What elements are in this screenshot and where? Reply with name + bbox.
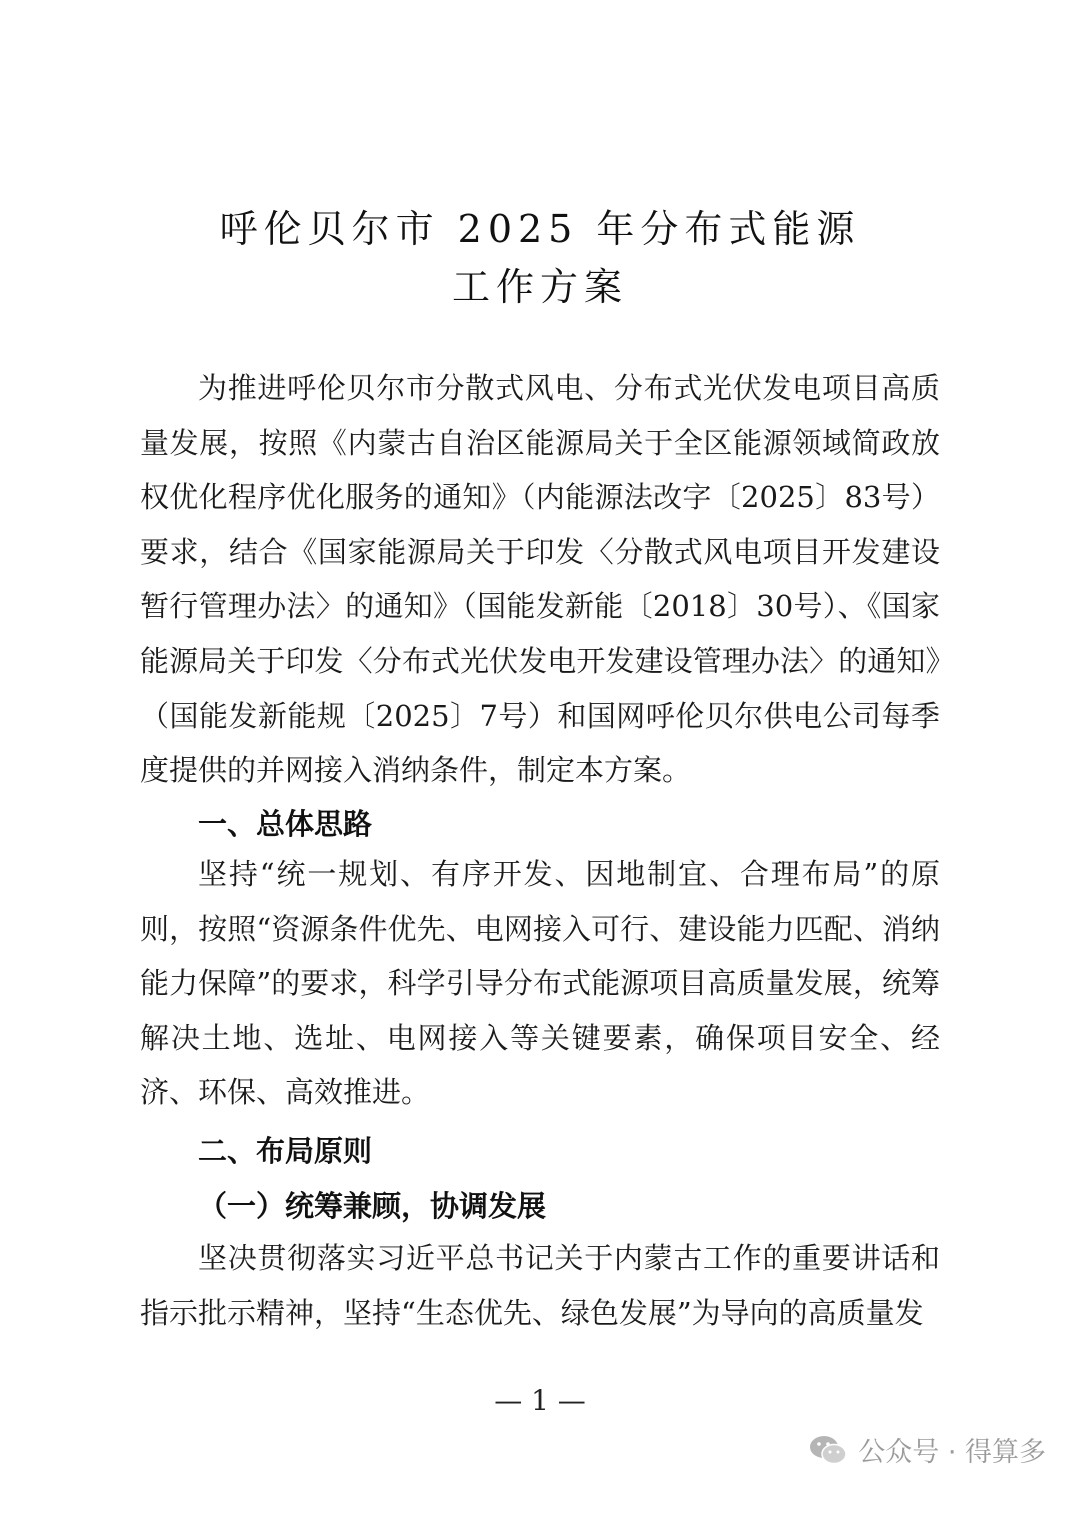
page-number: — 1 — bbox=[494, 1384, 586, 1417]
section-heading-layout-principles: 二、布局原则 bbox=[198, 1134, 373, 1168]
watermark bbox=[808, 1430, 1046, 1469]
document-title-line-1: 呼伦贝尔市 2025 年分布式能源 bbox=[219, 207, 861, 251]
section-heading-overall-approach: 一、总体思路 bbox=[198, 807, 373, 841]
document-title-line-2: 工作方案 bbox=[451, 265, 628, 309]
wechat-official-account-icon bbox=[808, 1433, 848, 1467]
intro-paragraph: 为推进呼伦贝尔市分散式风电、分布式光伏发电项目高质量发展，按照《内蒙古自治区能源局关于全区能源领域简政放权优化程序优化服务的通知》（内能源法改字〔2025〕83号）要求，结合《国家能源局关于印发〈分散式风电项目开发建设暂行管理办法〉的通知》（国能发新能〔2018〕30号）、《国家能源局关于印发〈分布式光伏发电开发建设管理办法〉的通知》（国能发新能规〔2025〕7号）和国网呼伦贝尔供电公司每季度提供的并网接入消纳条件，制定本方案。 bbox=[140, 371, 940, 788]
section-body-overall-approach: 坚持“统一规划、有序开发、因地制宜、合理布局”的原则，按照“资源条件优先、电网接入可行、建设能力匹配、消纳能力保障”的要求，科学引导分布式能源项目高质量发展，统筹解决土地、选址、电网接入等关键要素，确保项目安全、经济、环保、高效推进。 bbox=[140, 857, 940, 1110]
subsection-body-coordination: 坚决贯彻落实习近平总书记关于内蒙古工作的重要讲话和指示批示精神，坚持“生态优先、绿色发展”为导向的高质量发 bbox=[140, 1241, 940, 1330]
watermark-text: 公众号 · 得算多 bbox=[858, 1437, 1046, 1468]
subsection-heading-coordination: （一）统筹兼顾，协调发展 bbox=[198, 1189, 547, 1223]
